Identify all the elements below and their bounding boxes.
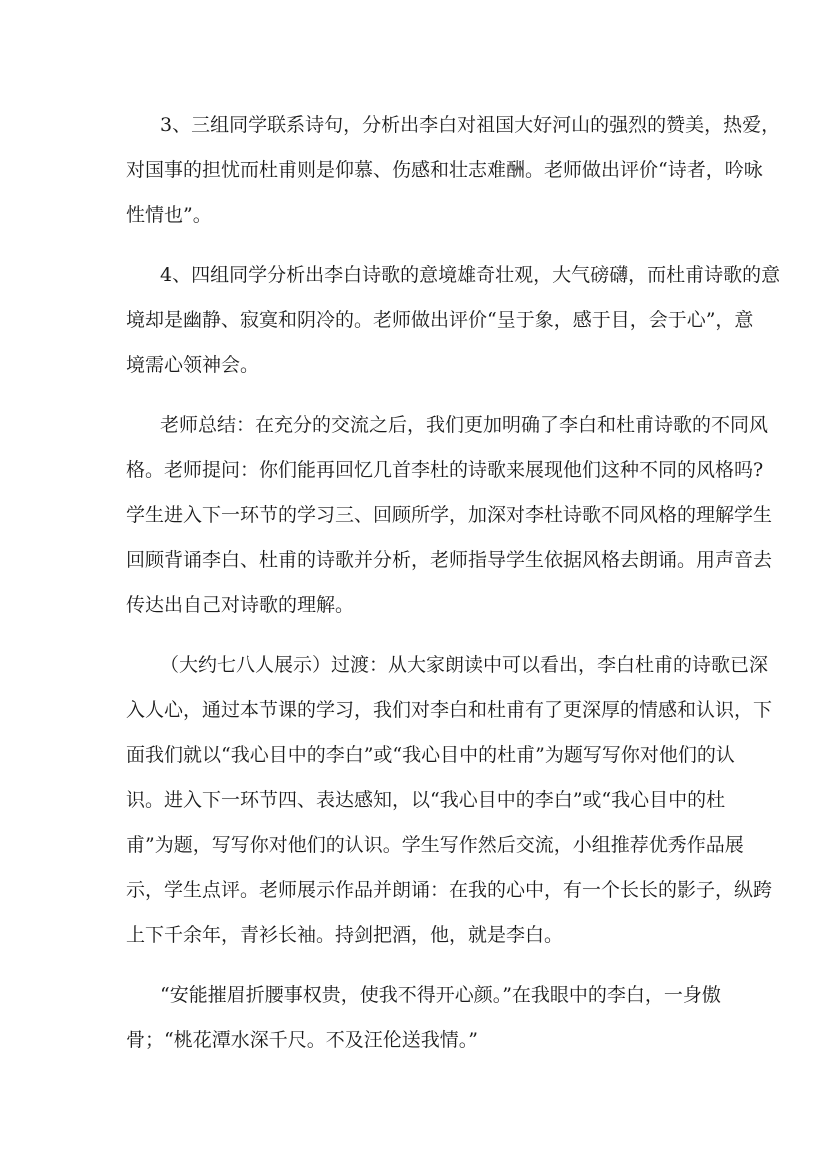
text-line: 入人心，通过本节课的学习，我们对李白和杜甫有了更深厚的情感和认识，下 bbox=[126, 699, 773, 721]
text-line: 学生进入下一环节的学习三、回顾所学，加深对李杜诗歌不同风格的理解学生 bbox=[126, 504, 773, 526]
text-line: 境却是幽静、寂寞和阴冷的。老师做出评价“呈于象，感于目，会于心”，意 bbox=[126, 309, 754, 331]
text-line: 骨；“桃花潭水深千尺。不及汪伦送我情。” bbox=[126, 1029, 478, 1051]
text-line: 上下千余年，青衫长袖。持剑把酒，他，就是李白。 bbox=[126, 924, 564, 946]
text-line: “安能摧眉折腰事权贵，使我不得开心颜。”在我眼中的李白，一身傲 bbox=[160, 984, 721, 1006]
text-line: 示，学生点评。老师展示作品并朗诵：在我的心中，有一个长长的影子，纵跨 bbox=[126, 879, 773, 901]
text-line: 面我们就以“我心目中的李白”或“我心目中的杜甫”为题写写你对他们的认 bbox=[126, 744, 735, 766]
text-line: 老师总结：在充分的交流之后，我们更加明确了李白和杜甫诗歌的不同风 bbox=[160, 414, 769, 436]
text-line: 3、三组同学联系诗句，分析出李白对祖国大好河山的强烈的赞美，热爱， bbox=[160, 114, 781, 136]
text-line: 格。老师提问：你们能再回忆几首李杜的诗歌来展现他们这种不同的风格吗? bbox=[126, 459, 764, 481]
text-line: 4、四组同学分析出李白诗歌的意境雄奇壮观，大气磅礴，而杜甫诗歌的意 bbox=[160, 264, 781, 286]
text-line: 境需心领神会。 bbox=[126, 354, 260, 376]
text-line: 对国事的担忧而杜甫则是仰慕、伤感和壮志难酬。老师做出评价“诗者，吟咏 bbox=[126, 159, 763, 181]
text-line: 性情也”。 bbox=[126, 204, 212, 226]
text-line: 回顾背诵李白、杜甫的诗歌并分析，老师指导学生依据风格去朗诵。用声音去 bbox=[126, 549, 773, 571]
text-line: 识。进入下一环节四、表达感知，以“我心目中的李白”或“我心目中的杜 bbox=[126, 789, 726, 811]
text-line: （大约七八人展示）过渡：从大家朗读中可以看出，李白杜甫的诗歌已深 bbox=[160, 654, 769, 676]
text-line: 传达出自己对诗歌的理解。 bbox=[126, 594, 355, 616]
text-line: 甫”为题，写写你对他们的认识。学生写作然后交流，小组推荐优秀作品展 bbox=[126, 834, 744, 856]
